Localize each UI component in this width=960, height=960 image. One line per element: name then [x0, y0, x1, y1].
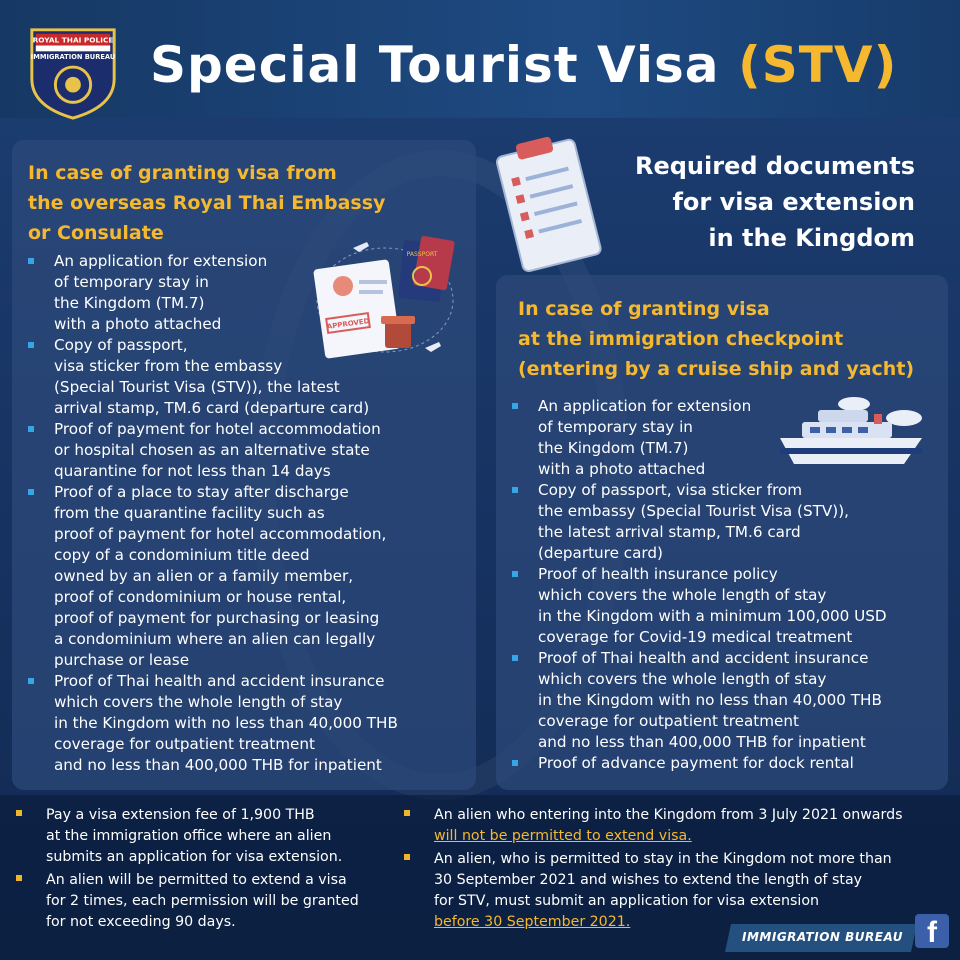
list-item-text: An application for extension of temporary stay in the Kingdom (TM.7) with a photo attached [54, 252, 268, 333]
right-title-line2: at the immigration checkpoint [518, 328, 844, 350]
footer-note [404, 849, 944, 933]
bullet-icon [512, 487, 518, 493]
required-title-line2: for visa extension [672, 188, 915, 216]
list-item [512, 753, 942, 774]
bullet-icon [512, 760, 518, 766]
required-documents-heading [635, 148, 915, 256]
list-item-text: Proof of Thai health and accident insurance which covers the whole length of stay in the Kingdom with no less than 40,000 THB coverage for outpatient treatment and no less than 400,000 THB for inpatient [54, 672, 398, 774]
left-title-line1: In case of granting visa from [28, 162, 337, 184]
right-title-line1: In case of granting visa [518, 298, 770, 320]
footer-highlight: will not be permitted to extend visa. [434, 828, 692, 844]
footer-note [16, 805, 396, 868]
footer-note-text: Pay a visa extension fee of 1,900 THB at the immigration office where an alien submits an application for visa extension. [46, 807, 343, 865]
bullet-icon [28, 426, 34, 432]
list-item-text: Proof of Thai health and accident insurance which covers the whole length of stay in the Kingdom with no less than 40,000 THB coverage for outpatient treatment and no less than 400,000 THB for inpatient [538, 649, 882, 751]
bullet-icon [28, 489, 34, 495]
left-title-line3: or Consulate [28, 222, 164, 244]
logo-top-text: ROYAL THAI POLICE [32, 35, 114, 45]
list-item-text: Copy of passport, visa sticker from the embassy (Special Tourist Visa (STV)), the latest arrival stamp, TM.6 card (departure card) [54, 336, 370, 417]
brand-text: IMMIGRATION BUREAU [742, 930, 903, 944]
bullet-icon [28, 342, 34, 348]
footer-note-text: An alien will be permitted to extend a visa for 2 times, each permission will be granted for not exceeding 90 days. [46, 872, 359, 930]
footer-left-notes [16, 805, 396, 933]
bullet-icon [512, 571, 518, 577]
clipboard-checklist-icon [490, 128, 610, 276]
footer-right-notes [404, 805, 944, 933]
list-item [512, 648, 942, 753]
bullet-icon [404, 854, 410, 860]
facebook-icon[interactable]: f [915, 914, 949, 948]
list-item-text: Proof of advance payment for dock rental [538, 754, 854, 772]
bullet-icon [16, 875, 22, 881]
title-main: Special Tourist Visa [150, 36, 720, 94]
list-item-text: Proof of payment for hotel accommodation or hospital chosen as an alternative state quarantine for not less than 14 days [54, 420, 381, 480]
left-title-line2: the overseas Royal Thai Embassy [28, 192, 386, 214]
left-requirements-list [28, 251, 468, 776]
footer-highlight: before 30 September 2021. [434, 914, 631, 930]
footer-note-text: An alien who entering into the Kingdom from 3 July 2021 onwards [434, 807, 903, 823]
logo-bottom-text: IMMIGRATION BUREAU [30, 53, 116, 62]
list-item [512, 480, 942, 564]
list-item-text: Proof of health insurance policy which covers the whole length of stay in the Kingdom with a minimum 100,000 USD coverage for Covid-19 medical treatment [538, 565, 887, 646]
required-title-line1: Required documents [634, 152, 915, 180]
bullet-icon [28, 258, 34, 264]
list-item [28, 335, 468, 419]
list-item-text: An application for extension of temporary stay in the Kingdom (TM.7) with a photo attached [538, 397, 752, 478]
footer-note [16, 870, 396, 933]
list-item [512, 396, 942, 480]
list-item [512, 564, 942, 648]
list-item-text: Copy of passport, visa sticker from the embassy (Special Tourist Visa (STV)), the latest arrival stamp, TM.6 card (departure card) [538, 481, 849, 562]
page-title [150, 36, 897, 94]
police-badge-icon [24, 22, 122, 120]
right-section-title [518, 294, 938, 384]
footer-note-text: An alien, who is permitted to stay in the Kingdom not more than 30 September 2021 and wishes to extend the length of stay for STV, must submit an application for visa extension [434, 851, 892, 909]
bullet-icon [512, 655, 518, 661]
list-item [28, 419, 468, 482]
approved-stamp-text: APPROVED [326, 317, 370, 331]
right-title-line3: (entering by a cruise ship and yacht) [518, 358, 915, 380]
title-accent: (STV) [737, 36, 898, 94]
bullet-icon [404, 810, 410, 816]
passport-label: PASSPORT [406, 251, 438, 258]
list-item [28, 671, 468, 776]
list-item [28, 482, 468, 671]
footer-note [404, 805, 944, 847]
required-title-line3: in the Kingdom [708, 224, 915, 252]
right-requirements-list [512, 396, 942, 774]
bullet-icon [512, 403, 518, 409]
bullet-icon [16, 810, 22, 816]
bullet-icon [28, 678, 34, 684]
list-item-text: Proof of a place to stay after discharge from the quarantine facility such as proof of payment for hotel accommodation, copy of a condominium title deed owned by an alien or a family member, proof of condominium or house rental, proof of payment for purchasing or leasing a condominium where an alien can legally purchase or lease [54, 483, 387, 669]
list-item [28, 251, 468, 335]
